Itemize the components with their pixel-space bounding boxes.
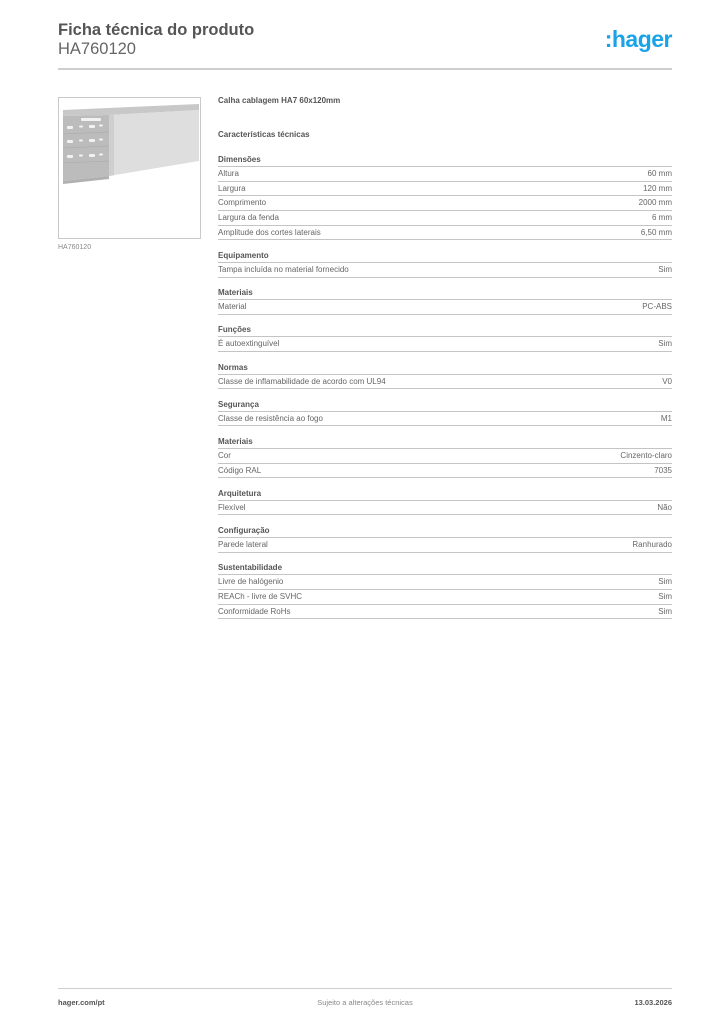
spec-label: É autoextinguível: [218, 339, 280, 349]
footer-date: 13.03.2026: [634, 998, 672, 1007]
spec-value: 60 mm: [647, 169, 672, 178]
section-title: Segurança: [218, 398, 672, 412]
spec-value: 2000 mm: [638, 198, 672, 208]
spec-section-materials-color: [218, 435, 672, 478]
header-divider: [58, 68, 672, 70]
spec-value: Não: [657, 502, 672, 512]
footer-notice: Sujeito a alterações técnicas: [317, 998, 413, 1007]
section-title: Equipamento: [218, 249, 672, 263]
spec-section-configuration: [218, 524, 672, 553]
spec-value: Sim: [658, 577, 672, 587]
section-title: Configuração: [218, 524, 672, 538]
spec-row: [218, 501, 672, 516]
spec-label: Material: [218, 302, 247, 312]
spec-label: Largura: [218, 183, 246, 193]
spec-value: Sim: [658, 591, 672, 601]
hager-logo: :hager: [604, 26, 672, 52]
footer-divider: [58, 988, 672, 989]
spec-value: PC-ABS: [642, 302, 672, 312]
spec-value: Sim: [658, 339, 672, 349]
spec-value: 6,50 mm: [640, 227, 672, 237]
spec-row: [218, 300, 672, 315]
spec-row: [218, 196, 672, 211]
spec-label: Parede lateral: [218, 539, 268, 549]
section-title: Dimensões: [218, 153, 672, 167]
section-title: Funções: [218, 323, 672, 337]
spec-row: [218, 464, 672, 479]
spec-label: Livre de halógenio: [218, 577, 284, 587]
spec-section-dimensions: [218, 153, 672, 240]
spec-value: Sim: [658, 606, 672, 616]
spec-label: Altura: [218, 169, 239, 178]
section-title: Materiais: [218, 435, 672, 449]
spec-section-standards: [218, 361, 672, 390]
spec-row: [218, 449, 672, 464]
product-image: [58, 97, 201, 239]
product-name: Calha cablagem HA7 60x120mm: [218, 96, 341, 105]
spec-row: [218, 337, 672, 352]
spec-value: M1: [660, 413, 672, 423]
spec-value: 7035: [654, 465, 672, 475]
spec-row: [218, 226, 672, 241]
spec-section-materials: [218, 286, 672, 315]
section-title: Normas: [218, 361, 672, 375]
spec-table: [218, 153, 672, 628]
spec-row: [218, 263, 672, 278]
section-title: Sustentabilidade: [218, 561, 672, 575]
spec-section-architecture: [218, 487, 672, 516]
footer-website-link[interactable]: hager.com/pt: [58, 998, 105, 1007]
product-code: HA760120: [58, 40, 136, 58]
section-title: Arquitetura: [218, 487, 672, 501]
spec-label: Tampa incluída no material fornecido: [218, 264, 349, 274]
document-header: [58, 20, 672, 58]
spec-value: 6 mm: [652, 213, 672, 223]
section-title: Materiais: [218, 286, 672, 300]
spec-row: [218, 182, 672, 197]
spec-label: Classe de resistência ao fogo: [218, 413, 323, 423]
spec-row: [218, 605, 672, 620]
cable-trunking-illustration: [59, 98, 201, 239]
spec-label: REACh - livre de SVHC: [218, 591, 303, 601]
spec-section-functions: [218, 323, 672, 352]
spec-section-safety: [218, 398, 672, 427]
technical-characteristics-heading: Características técnicas: [218, 130, 310, 139]
spec-value: Ranhurado: [632, 539, 672, 549]
spec-row: [218, 538, 672, 553]
spec-value: 120 mm: [643, 183, 672, 193]
spec-row: [218, 590, 672, 605]
spec-label: Amplitude dos cortes laterais: [218, 227, 321, 237]
spec-row: [218, 375, 672, 390]
spec-row: [218, 167, 672, 182]
spec-label: Código RAL: [218, 465, 262, 475]
spec-label: Largura da fenda: [218, 213, 279, 223]
spec-row: [218, 211, 672, 226]
spec-label: Comprimento: [218, 198, 267, 208]
page-title: Ficha técnica do produto: [58, 21, 255, 39]
spec-label: Classe de inflamabilidade de acordo com UL94: [218, 376, 386, 386]
spec-row: [218, 575, 672, 590]
spec-label: Cor: [218, 450, 231, 460]
spec-row: [218, 412, 672, 427]
spec-value: Cinzento-claro: [620, 450, 672, 460]
spec-section-equipment: [218, 249, 672, 278]
spec-label: Flexível: [218, 502, 246, 512]
spec-section-sustainability: [218, 561, 672, 619]
spec-label: Conformidade RoHs: [218, 606, 291, 616]
product-image-caption: HA760120: [58, 244, 92, 251]
spec-value: V0: [662, 376, 672, 386]
spec-value: Sim: [658, 264, 672, 274]
